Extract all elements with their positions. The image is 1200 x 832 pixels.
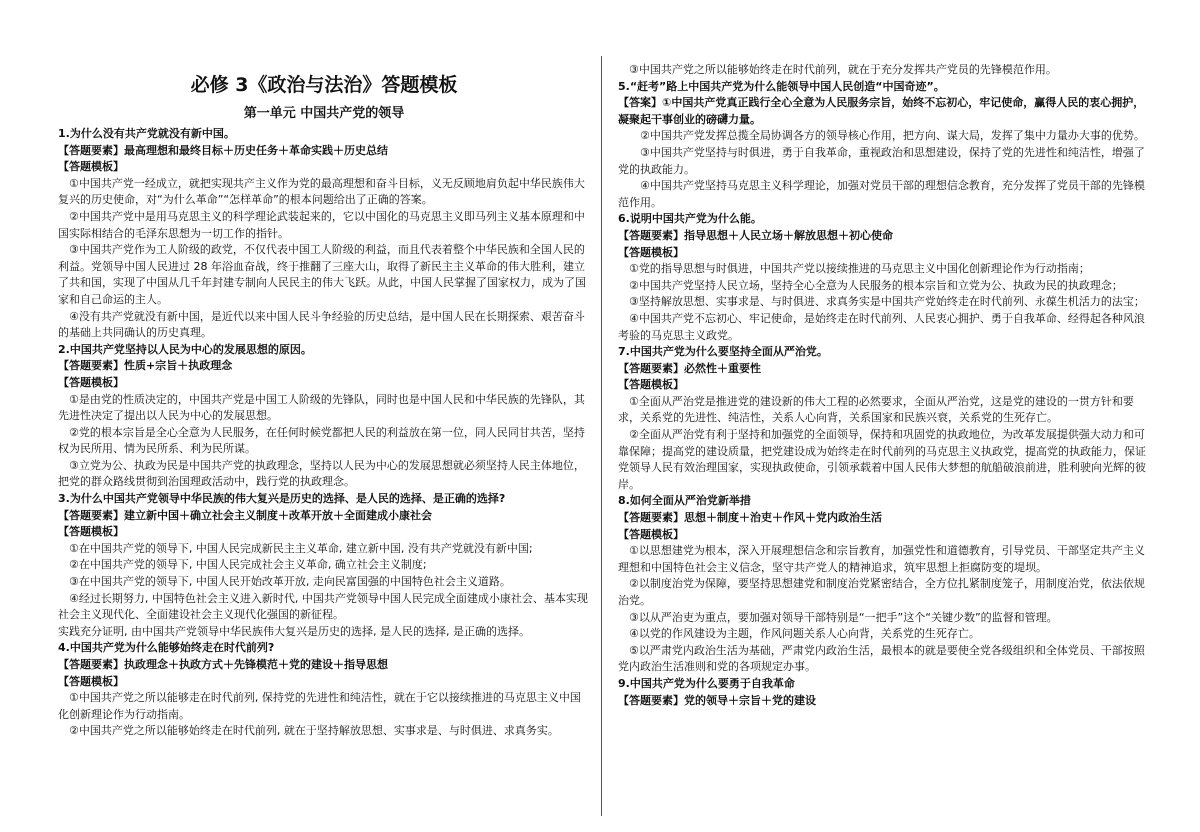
answer-label: 【答题要素】思想＋制度＋治吏＋作风＋党内政治生活 bbox=[618, 511, 882, 525]
answer-point: ③中国共产党坚持与时俱进，勇于自我革命，重视政治和思想建设，保持了党的先进性和纯洁性，增强了党的执政能力。 bbox=[618, 145, 1145, 176]
answer-point: ②以制度治党为保障，要坚持思想建党和制度治党紧密结合，全方位扎紧制度笼子，用制度治党，依法依规治党。 bbox=[618, 577, 1145, 607]
question-heading: 7.中国共产党为什么要坚持全面从严治党。 bbox=[618, 345, 828, 359]
answer-point: ④以党的作风建设为主题，作风问题关系人心向背，关系党的生死存亡。 bbox=[629, 627, 980, 641]
question-heading: 9.中国共产党为什么要勇于自我革命 bbox=[618, 676, 795, 690]
answer-label: 【答题要素】党的领导＋宗旨＋党的建设 bbox=[618, 693, 816, 707]
question-heading: 4.中国共产党为什么能够始终走在时代前列? bbox=[58, 641, 275, 655]
answer-label: 【答题要素】最高理想和最终目标＋历史任务＋革命实践＋历史总结 bbox=[58, 143, 388, 157]
answer-point: ①在中国共产党的领导下, 中国人民完成新民主主义革命, 建立新中国, 没有共产党就没有新中国; bbox=[69, 541, 533, 555]
answer-label: 【答题模板】 bbox=[58, 160, 124, 174]
summary-text: 实践充分证明, 由中国共产党领导中华民族伟大复兴是历史的选择, 是人民的选择, 是正确的选择。 bbox=[58, 624, 530, 638]
answer-label: 【答题模板】 bbox=[618, 527, 684, 541]
answer-point: ②全面从严治党有利于坚持和加强党的全面领导，保持和巩固党的执政地位，为改革发展提供强大动力和可靠保障；提高党的建设质量，把党建设成为始终走在时代前列的马克思主义执政党，提高党的执政能力，保证党领导人民有效治理国家，实现执政使命，引领承载着中国人民伟大梦想的航船破浪前进，胜利驶向光辉的彼岸。 bbox=[618, 428, 1146, 491]
answer-point: ①党的指导思想与时俱进，中国共产党以接续推进的马克思主义中国化创新理论作为行动指南； bbox=[629, 262, 1090, 276]
answer-point: ①是由党的性质决定的，中国共产党是中国工人阶级的先锋队，同时也是中国人民和中华民族的先锋队，其先进性决定了提出以人民为中心的发展思想。 bbox=[58, 392, 585, 423]
answer-point: ②中国共产党中是用马克思主义的科学理论武装起来的，它以中国化的马克思主义即马列主义基本原理和中国实际相结合的毛泽东思想为一切工作的指针。 bbox=[58, 209, 585, 240]
answer-point: ②中国共产党之所以能够始终走在时代前列, 就在于坚持解放思想、实事求是、与时俱进、求真务实。 bbox=[69, 724, 559, 738]
answer-label: 【答题模板】 bbox=[58, 674, 124, 688]
answer-label: 【答题模板】 bbox=[58, 525, 124, 539]
right-column bbox=[618, 62, 1152, 709]
answer-point: ②中国共产党坚持人民立场，坚持全心全意为人民服务的根本宗旨和立党为公、执政为民的执政理念； bbox=[629, 278, 1123, 292]
answer-point: ④中国共产党坚持马克思主义科学理论，加强对党员干部的理想信念教育，充分发挥了党员干部的先锋模范作用。 bbox=[618, 179, 1145, 209]
answer-point: ③中国共产党作为工人阶级的政党，不仅代表中国工人阶级的利益，而且代表着整个中华民族和全国人民的利益。党领导中国人民进过 28 年浴血奋战，终于推翻了三座大山，取得了新民主主义革命的伟大胜利，建立了共和国，实现了中国从几千年封建专制向人民民主的伟大飞跃。从此，中国人民掌握了国家权力，成为了国家和自己命运的主人。 bbox=[58, 243, 586, 306]
answer-label: 【答题模板】 bbox=[618, 378, 684, 392]
answer-point: ⑤以严肃党内政治生活为基础，严肃党内政治生活，最根本的就是要使全党各级组织和全体党员、干部按照党内政治生活准则和党的各项规定办事。 bbox=[618, 643, 1145, 674]
answer-point: ①全面从严治党是推进党的建设新的伟大工程的必然要求，全面从严治党，这是党的建设的一贯方针和要求，关系党的先进性、纯洁性，关系人心向背，关系国家和民族兴衰，关系党的生死存亡。 bbox=[618, 394, 1134, 425]
answer-point: ②在中国共产党的领导下, 中国人民完成社会主义革命, 确立社会主义制度; bbox=[69, 558, 427, 572]
answer-label: 【答题要素】执政理念＋执政方式＋先锋模范＋党的建设＋指导思想 bbox=[58, 658, 388, 671]
answer-point: ④中国共产党不忘初心、牢记使命，是始终走在时代前列、人民衷心拥护、勇于自我革命、经得起各种风浪考验的马克思主义政党。 bbox=[618, 311, 1145, 342]
question-heading: 5.“赶考”路上中国共产党为什么能领导中国人民创造“中国奇迹”。 bbox=[618, 79, 945, 93]
answer-label: 【答题模板】 bbox=[58, 375, 124, 389]
question-heading: 8.如何全面从严治党新举措 bbox=[618, 494, 751, 508]
answer-point: ③在中国共产党的领导下, 中国人民开始改革开放, 走向民富国强的中国特色社会主义道路。 bbox=[69, 575, 511, 589]
answer-label: 【答题模板】 bbox=[618, 245, 684, 259]
column-divider bbox=[601, 56, 602, 816]
answer-point: ③立党为公、执政为民是中国共产党的执政理念，坚持以人民为中心的发展思想就必须坚持人民主体地位，把党的群众路线贯彻到治国理政活动中，践行党的执政理念。 bbox=[58, 458, 585, 489]
answer-point: ④经过长期努力, 中国特色社会主义进入新时代, 中国共产党领导中国人民完成全面建成小康社会、基本实现社会主义现代化、全面建设社会主义现代化强国的新征程。 bbox=[58, 591, 588, 622]
answer-point: ①中国共产党之所以能够走在时代前列, 保持党的先进性和纯洁性，就在于它以接续推进的马克思主义中国化创新理论作为行动指南。 bbox=[58, 691, 581, 721]
answer-label: 【答题要素】性质+宗旨＋执政理念 bbox=[58, 359, 233, 373]
answer-point: ③中国共产党之所以能够始终走在时代前列，就在于充分发挥共产党员的先锋模范作用。 bbox=[629, 63, 1057, 76]
answer-point: ②党的根本宗旨是全心全意为人民服务，在任何时候党都把人民的利益放在第一位，同人民同甘共苦，坚持权为民所用、情为民所系、利为民所谋。 bbox=[58, 425, 585, 456]
question-heading: 1.为什么没有共产党就没有新中国。 bbox=[58, 127, 235, 140]
answer-label: 【答题要素】建立新中国＋确立社会主义制度＋改革开放＋全面建成小康社会 bbox=[58, 508, 432, 522]
question-heading: 6.说明中国共产党为什么能。 bbox=[618, 212, 762, 226]
answer-label: 【答题要素】指导思想＋人民立场＋解放思想＋初心使命 bbox=[618, 228, 893, 242]
question-heading: 3.为什么中国共产党领导中华民族的伟大复兴是历史的选择、是人民的选择、是正确的选择? bbox=[58, 492, 506, 506]
answer-point: ③坚持解放思想、实事求是、与时俱进、求真务实是中国共产党始终走在时代前列、永葆生机活力的法宝； bbox=[629, 295, 1145, 309]
question-heading: 2.中国共产党坚持以人民为中心的发展思想的原因。 bbox=[58, 342, 312, 356]
left-column bbox=[58, 62, 590, 740]
answer-label: 【答案】①中国共产党真正践行全心全意为人民服务宗旨，始终不忘初心，牢记使命，赢得人民的衷心拥护，凝聚起干事创业的磅礴力量。 bbox=[618, 96, 1145, 126]
answer-point: ②中国共产党发挥总揽全局协调各方的领导核心作用，把方向、谋大局，发挥了集中力量办大事的优势。 bbox=[640, 129, 1145, 143]
unit-title: 第一单元 中国共产党的领导 bbox=[243, 106, 405, 121]
answer-point: ①以思想建党为根本，深入开展理想信念和宗旨教育，加强党性和道德教育，引导党员、干部坚定共产主义理想和中国特色社会主义信念，坚守共产党人的精神追求，筑牢思想上拒腐防变的堤坝。 bbox=[618, 544, 1145, 574]
answer-point: ①中国共产党一经成立，就把实现共产主义作为党的最高理想和奋斗目标，义无反顾地肩负起中华民族伟大复兴的历史使命，对“为什么革命”“怎样革命”的根本问题给出了正确的答案。 bbox=[58, 176, 585, 207]
answer-label: 【答题要素】必然性＋重要性 bbox=[618, 361, 761, 375]
answer-point: ③以从严治吏为重点，要加强对领导干部特别是“一把手”这个“关键少数”的监督和管理。 bbox=[629, 610, 1058, 624]
page-title: 必修 3《政治与法治》答题模板 bbox=[190, 74, 458, 96]
answer-point: ④没有共产党就没有新中国，是近代以来中国人民斗争经验的历史总结，是中国人民在长期探索、艰苦奋斗的基础上共同确认的历史真理。 bbox=[58, 309, 585, 340]
